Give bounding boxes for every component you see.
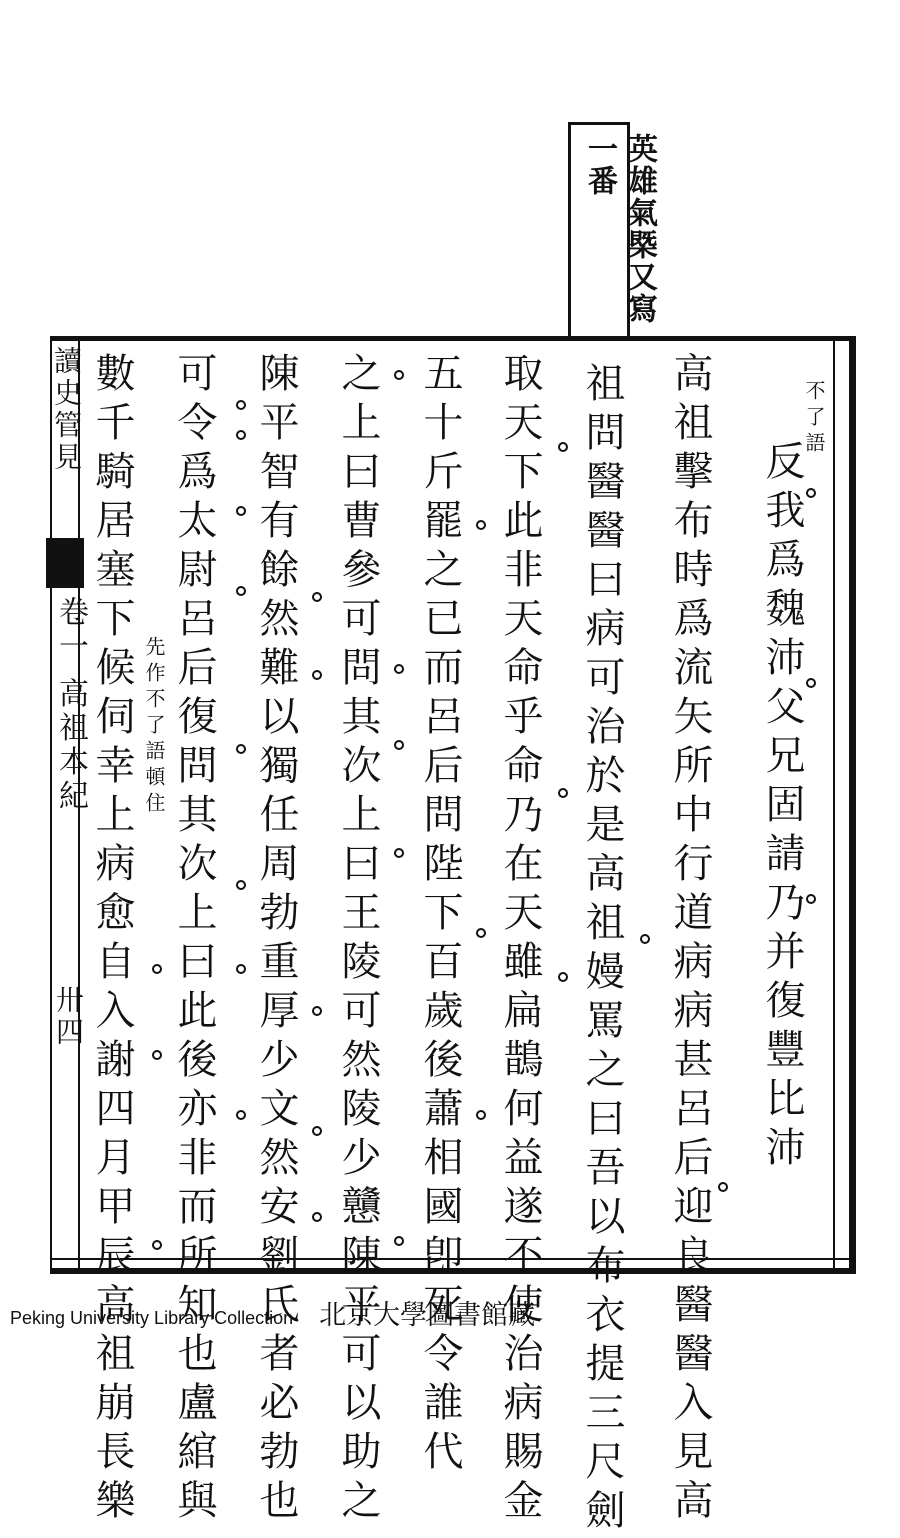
punctuation-dot [312,592,322,602]
punctuation-dot [312,1212,322,1222]
punctuation-dot [558,442,568,452]
fish-tail-mark [46,538,84,588]
punctuation-dot [236,964,246,974]
punctuation-dot [394,1236,404,1246]
punctuation-dot [394,848,404,858]
punctuation-dot [236,1110,246,1120]
text-column-9: 數千騎居塞下候伺幸上病愈自入謝四月甲辰高祖崩長樂 [89,352,135,1528]
punctuation-dot [236,880,246,890]
punctuation-dot [640,934,650,944]
margin-annotation-text: 英雄氣槩又寫一番 [582,133,657,325]
page-number: 卅四 [52,985,85,1049]
punctuation-dot [558,972,568,982]
text-column-4: 取天下此非天命乎命乃在天雖扁鵲何益遂不使治病賜金 [497,352,543,1528]
text-column-5: 五十斤罷之已而呂后問陛下百歲後蕭相國卽死令誰代 [417,352,463,1479]
punctuation-dot [236,430,246,440]
annotation-lower: 先作不了語頓住 [142,636,166,818]
annotation-top: 不了語 [802,380,826,458]
punctuation-dot [806,894,816,904]
punctuation-dot [236,506,246,516]
punctuation-dot [312,670,322,680]
text-column-2: 高祖擊布時爲流矢所中行道病病甚呂后迎良醫醫入見高 [667,352,713,1528]
punctuation-dot [152,964,162,974]
punctuation-dot [152,1240,162,1250]
text-column-3: 祖問醫醫曰病可治於是高祖嫚罵之曰吾以布衣提三尺劍 [579,362,625,1538]
text-column-1: 反我爲魏沛父兄固請乃并復豐比沛 [759,440,805,1175]
punctuation-dot [476,928,486,938]
punctuation-dot [236,586,246,596]
punctuation-dot [394,740,404,750]
punctuation-dot [312,1126,322,1136]
punctuation-dot [718,1182,728,1192]
margin-annotation-box [568,122,657,336]
footer-english: Peking University Library Collection [10,1308,294,1328]
punctuation-dot [806,678,816,688]
punctuation-dot [312,1006,322,1016]
punctuation-dot [394,664,404,674]
punctuation-dot [476,1110,486,1120]
punctuation-dot [236,400,246,410]
collection-footer [10,1293,536,1331]
punctuation-dot [558,788,568,798]
text-column-8: 可令爲太尉呂后復問其次上曰此後亦非而所知也盧綰與 [171,352,217,1528]
punctuation-dot [476,520,486,530]
punctuation-dot [806,488,816,498]
book-title: 讀史管見 [50,346,83,474]
punctuation-dot [394,370,404,380]
chapter-label: 卷一 高祖本紀 [53,596,88,814]
footer-chinese: 北京大學圖書館藏 [319,1300,536,1331]
text-column-7: 陳平智有餘然難以獨任周勃重厚少文然安劉氏者必勃也 [253,352,299,1528]
frame-inner-right-rule [833,341,835,1268]
text-column-6: 之上曰曹參可問其次上曰王陵可然陵少戇陳平可以助之 [335,352,381,1528]
punctuation-dot [152,1050,162,1060]
punctuation-dot [236,744,246,754]
